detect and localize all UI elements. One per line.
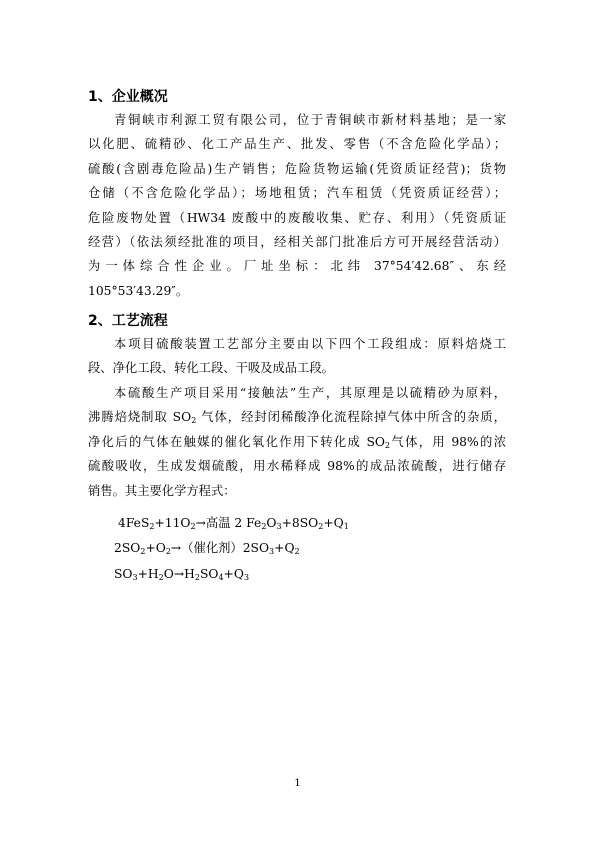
text-line: 为一体综合性企业。厂址坐标：北纬 37°54′42.68″、东经 [88,259,506,274]
text-line: 危险废物处置（HW34 废酸中的废酸收集、贮存、利用）（凭资质证 [88,210,506,225]
text-line: 销售。其主要化学方程式： [88,483,236,498]
chemical-equation: $4FeS_2+11O_2\to$高温 2 $Fe_2O_3+8SO_2+Q_1$ [118,516,349,531]
text-line: 仓储（不含危险化学品）；场地租赁；汽车租赁（凭资质证经营）； [88,186,506,201]
company-overview-paragraph [88,108,506,303]
section-heading-process-flow: 2、工艺流程 [88,313,168,329]
text-line: 105°53′43.29″。 [88,283,189,298]
text-line: 沸腾焙烧制取 $SO_2$ 气体，经封闭稀酸净化流程除掉气体中所含的杂质， [88,410,506,426]
text-line: 青铜峡市利源工贸有限公司，位于青铜峡市新材料基地；是一家 [114,113,506,127]
text-line: 净化后的气体在触媒的催化氧化作用下转化成 $SO_2$气体，用 98%的浓 [88,434,506,450]
chemical-equation: $SO_3+H_2O\to H_2SO_4+Q_3$ [114,567,250,582]
text-line: 段、净化工段、转化工段、干吸及成品工段。 [88,361,334,376]
text-line: 本硫酸生产项目采用“接触法”生产，其原理是以硫精砂为原料， [114,386,506,400]
text-line: 硫酸吸收，生成发烟硫酸，用水稀释成 98%的成品浓硫酸，进行储存 [88,459,506,474]
process-intro-paragraph [88,332,506,381]
text-line: 硫酸(含剧毒危险品)生产销售；危险货物运输(凭资质证经营)；货物 [88,161,506,176]
chemical-equation: $2SO_2+O_2\to$（催化剂）$2SO_3+Q_2$ [114,541,300,556]
section-heading-company-overview: 1、企业概况 [88,89,168,105]
text-line: 经营）（依法须经批准的项目，经相关部门批准后方可开展经营活动） [88,235,506,250]
process-principle-paragraph [88,381,506,503]
text-line: 以化肥、硫精砂、化工产品生产、批发、零售（不含危险化学品）； [88,137,506,152]
page-number: 1 [294,778,301,789]
text-line: 本项目硫酸装置工艺部分主要由以下四个工段组成：原料焙烧工 [114,337,506,351]
